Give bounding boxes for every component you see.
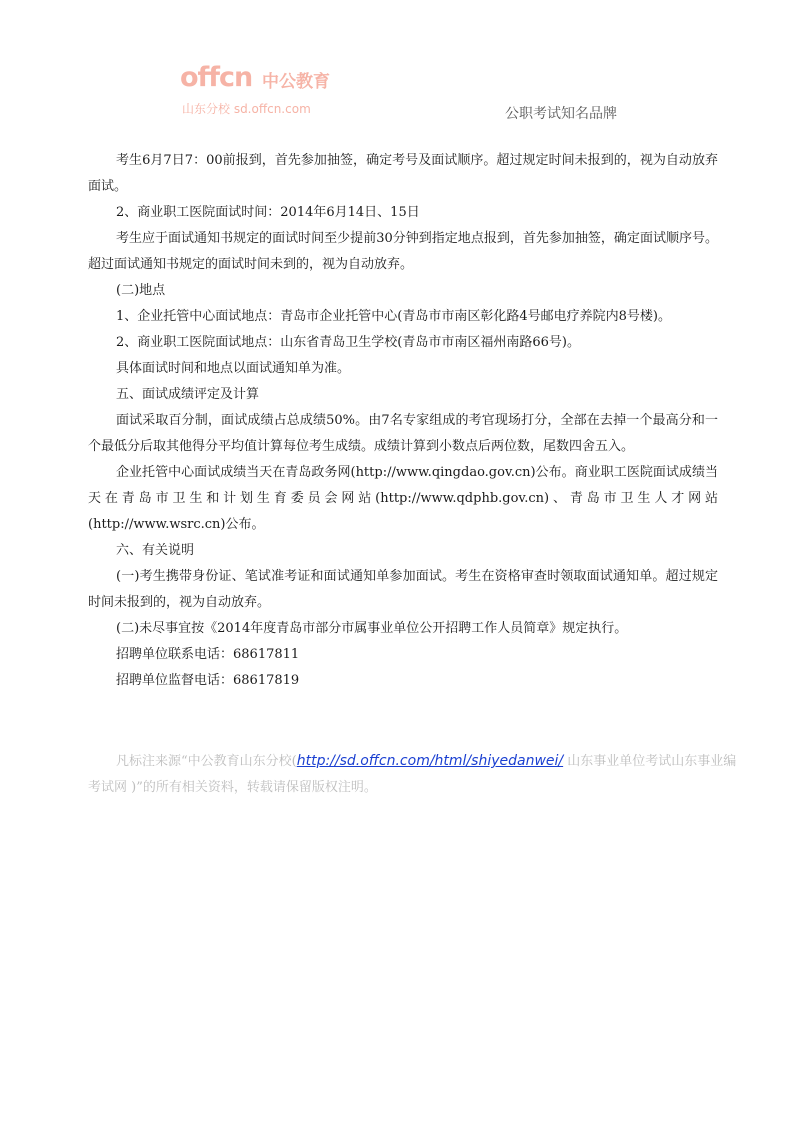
footer-prefix: 凡标注来源“中公教育山东分校( [116, 754, 297, 769]
offcn-logo [180, 62, 340, 122]
source-link[interactable]: http://sd.offcn.com/html/shiyedanwei/ [296, 753, 564, 769]
paragraph: 1、企业托管中心面试地点：青岛市企业托管中心(青岛市市南区彰化路4号邮电疗养院内8号楼)。 [116, 309, 671, 324]
header-tagline: 公职考试知名品牌 [505, 106, 617, 122]
supervision-phone: 招聘单位监督电话：68617819 [116, 673, 300, 688]
paragraph: 考生应于面试通知书规定的面试时间至少提前30分钟到指定地点报到，首先参加抽签，确定面试顺序号。超过面试通知书规定的面试时间未到的，视为自动放弃。 [88, 231, 718, 272]
paragraph: 具体面试时间和地点以面试通知单为准。 [116, 361, 351, 376]
paragraph: 考生6月7日7：00前报到，首先参加抽签，确定考号及面试顺序。超过规定时间未报到的，视为自动放弃面试。 [88, 153, 718, 194]
logo-wordmark: offcn [180, 62, 253, 93]
paragraph: (一)考生携带身份证、笔试准考证和面试通知单参加面试。考生在资格审查时领取面试通知单。超过规定时间未报到的，视为自动放弃。 [88, 569, 718, 610]
paragraph: 企业托管中心面试成绩当天在青岛政务网(http://www.qingdao.gov.cn)公布。商业职工医院面试成绩当天在青岛市卫生和计划生育委员会网站(http://www.qdphb.gov.cn)、青岛市卫生人才网站(http://www.wsrc.cn)公布。 [88, 465, 718, 532]
section-heading: (二)地点 [116, 283, 166, 298]
contact-phone: 招聘单位联系电话：68617811 [116, 647, 300, 662]
logo-brand: 中公教育 [262, 72, 330, 92]
document-body [88, 148, 718, 694]
copyright-footer [88, 748, 748, 801]
paragraph: 2、商业职工医院面试时间：2014年6月14日、15日 [116, 205, 420, 220]
footer-suffix: 山东事业单位考试山东事业编考试网 )”的所有相关资料，转载请保留版权注明。 [88, 754, 737, 795]
paragraph: 面试采取百分制，面试成绩占总成绩50%。由7名专家组成的考官现场打分，全部在去掉一个最高分和一个最低分后取其他得分平均值计算每位考生成绩。成绩计算到小数点后两位数，尾数四舍五入。 [88, 413, 718, 454]
paragraph: (二)未尽事宜按《2014年度青岛市部分市属事业单位公开招聘工作人员简章》规定执行。 [116, 621, 628, 636]
paragraph: 2、商业职工医院面试地点：山东省青岛卫生学校(青岛市市南区福州南路66号)。 [116, 335, 580, 350]
section-heading: 五、面试成绩评定及计算 [116, 387, 260, 402]
logo-subtitle: 山东分校 sd.offcn.com [182, 102, 311, 116]
page-header [0, 0, 800, 135]
section-heading: 六、有关说明 [116, 543, 195, 558]
